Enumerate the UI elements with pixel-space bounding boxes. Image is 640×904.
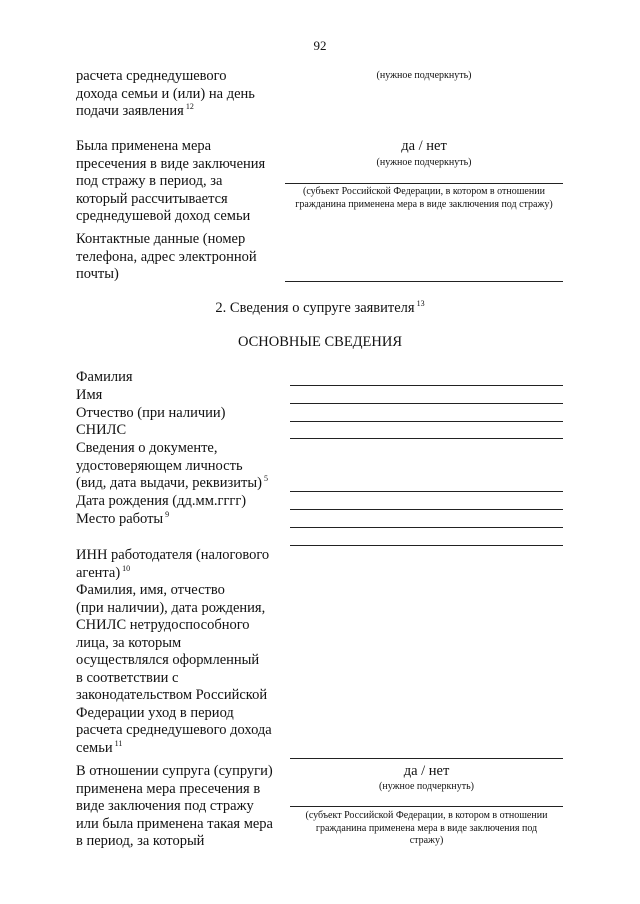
applicant-detention-subject-field[interactable] <box>285 183 563 184</box>
footnote-ref-5: 5 <box>263 474 268 483</box>
footnote-ref-10: 10 <box>122 563 131 573</box>
spouse-patronymic-label: Отчество (при наличии) <box>76 405 226 421</box>
spouse-birth-date-label: Дата рождения (дд.мм.гггг) <box>76 493 247 509</box>
spouse-detention-label: В отношении супруга (супруги) применена мера пресечения в виде заключения под стражу или была применена такая мера в период, за который <box>76 763 273 849</box>
spouse-detention-subject-note: (субъект Российской Федерации, в котором в отношении гражданина применена мера в виде заключения под стражу) <box>305 810 548 846</box>
spouse-workplace-label: Место работы $^9$ <box>76 510 170 527</box>
applicant-detention-label: Была применена мера пресечения в виде заключения под стражу в период, за который рассчитывается среднедушевой доход семьи <box>76 138 266 224</box>
basic-info-subheading: ОСНОВНЫЕ СВЕДЕНИЯ <box>237 334 403 350</box>
applicant-detention-yes-no[interactable]: да / нет <box>401 138 447 154</box>
applicant-detention-hint: (нужное подчеркнуть) <box>376 157 472 168</box>
employer-inn-label: ИНН работодателя (налогового агента) $^{10}$ <box>76 547 270 581</box>
footnote-ref-11: 11 <box>114 738 123 748</box>
spouse-birth-date-field[interactable] <box>290 509 563 510</box>
spouse-id-doc-label: Сведения о документе, удостоверяющем личность (вид, дата выдачи, реквизиты) $^5$ <box>76 440 268 491</box>
spouse-surname-field[interactable] <box>290 385 563 386</box>
care-person-field[interactable] <box>290 758 563 759</box>
page-number: 92 <box>313 38 327 53</box>
spouse-snils-field[interactable] <box>290 438 563 439</box>
spouse-surname-label: Фамилия <box>76 369 133 385</box>
spouse-name-label: Имя <box>76 387 103 403</box>
income-calc-period-label: расчета среднедушевого дохода семьи и (или) на день подачи заявления $^{12}$ <box>76 68 255 119</box>
underline-hint: (нужное подчеркнуть) <box>376 70 472 81</box>
contacts-field[interactable] <box>285 281 563 282</box>
spouse-name-field[interactable] <box>290 403 563 404</box>
footnote-ref-9: 9 <box>165 510 170 519</box>
spouse-id-doc-field[interactable] <box>290 491 563 492</box>
spouse-detention-hint: (нужное подчеркнуть) <box>379 781 474 792</box>
footnote-ref-13: 13 <box>416 299 425 308</box>
applicant-detention-subject-note: (субъект Российской Федерации, в котором в отношении гражданина применена мера в виде заключения под стражу) <box>295 186 553 210</box>
section-2-heading: 2. Сведения о супруге заявителя $^{13}$ <box>215 299 425 316</box>
spouse-detention-subject-field[interactable] <box>290 806 563 807</box>
spouse-workplace-field-2[interactable] <box>290 545 563 546</box>
care-person-label: Фамилия, имя, отчество (при наличии), дата рождения, СНИЛС нетрудоспособного лица, за которым осуществлялся оформленный в соответствии с законодательством Российской Федерации уход в период расчета среднедушевого дохода семьи $^{11}$ <box>76 582 272 756</box>
contacts-label: Контактные данные (номер телефона, адрес электронной почты) <box>76 231 257 282</box>
spouse-patronymic-field[interactable] <box>290 421 563 422</box>
spouse-detention-yes-no[interactable]: да / нет <box>403 763 450 779</box>
footnote-ref-12: 12 <box>185 102 194 111</box>
spouse-workplace-field[interactable] <box>290 527 563 528</box>
spouse-snils-label: СНИЛС <box>76 422 127 438</box>
